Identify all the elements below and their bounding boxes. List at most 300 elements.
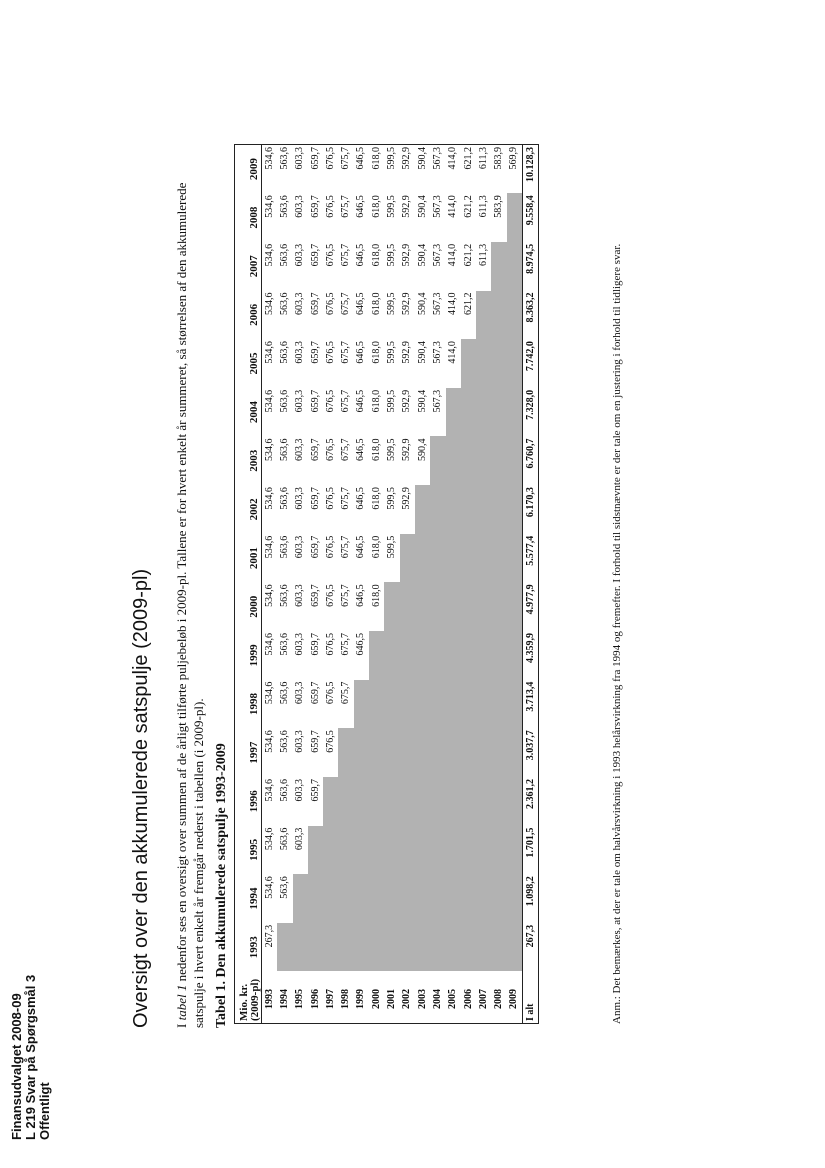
table-cell: 676,5 — [324, 633, 336, 656]
shaded-empty-cell — [415, 777, 430, 826]
table-cell: 646,5 — [355, 292, 367, 316]
table-cell: 590,4 — [416, 438, 428, 461]
total-cell: 6.760,7 — [523, 436, 539, 485]
table-cell: 534,6 — [263, 147, 275, 170]
header-committee: Finansudvalget 2008-09 — [9, 993, 24, 1140]
total-cell: 7.328,0 — [523, 388, 539, 437]
shaded-empty-cell — [430, 436, 445, 485]
shaded-empty-cell — [461, 728, 476, 777]
shaded-empty-cell — [323, 826, 338, 875]
table-cell: 563,6 — [278, 827, 290, 851]
shaded-empty-cell — [507, 534, 523, 583]
table-cell: 590,4 — [416, 341, 428, 364]
shaded-empty-cell — [446, 923, 461, 972]
intro-paragraph — [173, 148, 207, 1028]
table-row — [293, 145, 308, 1024]
table-cell: 534,6 — [263, 292, 275, 316]
table-cell: 659,7 — [309, 389, 321, 413]
row-label-year: 2002 — [401, 989, 413, 1009]
table-cell: 659,7 — [309, 195, 321, 218]
table-cell: 599,5 — [386, 535, 398, 559]
document-header — [10, 975, 52, 1140]
table-cell: 563,6 — [278, 389, 290, 413]
shaded-empty-cell — [354, 728, 369, 777]
table-cell: 659,7 — [309, 292, 321, 316]
table-cell: 567,3 — [431, 243, 443, 267]
table-cell: 611,3 — [477, 195, 489, 218]
table-cell: 659,7 — [309, 341, 321, 364]
table-cell: 675,7 — [340, 147, 352, 170]
table-cell: 590,4 — [416, 147, 428, 170]
total-cell: 6.170,3 — [523, 485, 539, 534]
total-cell: 9.558,4 — [523, 193, 539, 242]
shaded-empty-cell — [384, 826, 399, 875]
table-cell: 563,6 — [278, 292, 290, 316]
page-title: Oversigt over den akkumulerede satspulje (2009-pl) — [130, 568, 152, 1028]
shaded-empty-cell — [400, 631, 415, 680]
table-cell: 583,9 — [493, 195, 505, 218]
table-corner-label: Mio. kr. (2009-pl) — [235, 972, 262, 1024]
shaded-empty-cell — [476, 436, 491, 485]
table-cell: 534,6 — [263, 633, 275, 656]
shaded-empty-cell — [400, 874, 415, 923]
shaded-empty-cell — [400, 534, 415, 583]
shaded-empty-cell — [369, 874, 384, 923]
table-cell: 603,3 — [294, 730, 306, 753]
shaded-empty-cell — [491, 242, 506, 291]
shaded-empty-cell — [491, 631, 506, 680]
shaded-empty-cell — [491, 777, 506, 826]
table-row — [323, 145, 338, 1024]
table-cell: 676,5 — [324, 438, 336, 461]
shaded-empty-cell — [400, 923, 415, 972]
shaded-empty-cell — [491, 388, 506, 437]
shaded-empty-cell — [491, 874, 506, 923]
table-cell: 618,0 — [370, 341, 382, 364]
table-cell: 599,5 — [386, 195, 398, 218]
table-cell: 414,0 — [447, 195, 459, 218]
shaded-empty-cell — [384, 680, 399, 729]
table-caption: Tabel 1. Den akkumulerede satspulje 1993-2009 — [214, 743, 229, 1028]
table-cell: 569,9 — [508, 147, 520, 170]
row-label-year: 1997 — [324, 989, 336, 1009]
table-row — [430, 145, 445, 1024]
table-cell: 676,5 — [324, 243, 336, 267]
table-cell: 603,3 — [294, 243, 306, 267]
shaded-empty-cell — [507, 631, 523, 680]
shaded-empty-cell — [369, 923, 384, 972]
table-cell: 414,0 — [447, 341, 459, 364]
shaded-empty-cell — [323, 777, 338, 826]
table-cell: 563,6 — [278, 487, 290, 510]
column-header-year: 2001 — [235, 534, 262, 583]
table-cell: 603,3 — [294, 389, 306, 413]
table-row — [277, 145, 292, 1024]
shaded-empty-cell — [476, 777, 491, 826]
table-cell: 414,0 — [447, 147, 459, 170]
shaded-empty-cell — [400, 680, 415, 729]
shaded-empty-cell — [354, 874, 369, 923]
row-label-year: 1995 — [294, 989, 306, 1009]
table-cell: 599,5 — [386, 147, 398, 170]
table-cell: 603,3 — [294, 633, 306, 656]
shaded-empty-cell — [415, 923, 430, 972]
table-cell: 621,2 — [462, 147, 474, 170]
row-label-year: 1999 — [355, 989, 367, 1009]
shaded-empty-cell — [384, 777, 399, 826]
shaded-empty-cell — [338, 826, 353, 875]
shaded-empty-cell — [461, 582, 476, 631]
shaded-empty-cell — [507, 777, 523, 826]
table-cell: 592,9 — [401, 389, 413, 413]
table-cell: 563,6 — [278, 633, 290, 656]
table-cell: 675,7 — [340, 584, 352, 607]
table-cell: 563,6 — [278, 730, 290, 753]
table-cell: 599,5 — [386, 487, 398, 510]
table-cell: 659,7 — [309, 633, 321, 656]
table-body — [262, 145, 539, 1024]
table-note: Anm.: Det bemærkes, at der er tale om halvårsvirkning i 1993 helårsvirkning fra 1994 og fremefter. I forhold til sidstnævnte er der tale om en justering i forhold til tidligere svar. — [611, 243, 623, 1024]
table-cell: 659,7 — [309, 243, 321, 267]
row-label-year: 1994 — [278, 989, 290, 1009]
table-cell: 659,7 — [309, 438, 321, 461]
shaded-empty-cell — [430, 728, 445, 777]
table-cell: 603,3 — [294, 147, 306, 170]
shaded-empty-cell — [507, 923, 523, 972]
shaded-empty-cell — [461, 923, 476, 972]
header-status: Offentligt — [37, 1082, 52, 1140]
row-label-year: 2008 — [493, 989, 505, 1009]
column-header-year: 1993 — [235, 923, 262, 972]
shaded-empty-cell — [446, 436, 461, 485]
shaded-empty-cell — [308, 874, 323, 923]
shaded-empty-cell — [476, 291, 491, 340]
shaded-empty-cell — [476, 728, 491, 777]
table-cell: 590,4 — [416, 389, 428, 413]
row-label-year: 2009 — [508, 989, 520, 1009]
shaded-empty-cell — [446, 826, 461, 875]
table-cell: 563,6 — [278, 438, 290, 461]
header-reference: L 219 Svar på Spørgsmål 3 — [23, 974, 38, 1140]
shaded-empty-cell — [400, 777, 415, 826]
table-cell: 676,5 — [324, 584, 336, 607]
shaded-empty-cell — [507, 874, 523, 923]
table-cell: 659,7 — [309, 681, 321, 705]
table-row — [262, 145, 278, 1024]
shaded-empty-cell — [354, 680, 369, 729]
table-cell: 676,5 — [324, 730, 336, 753]
shaded-empty-cell — [507, 680, 523, 729]
table-cell: 676,5 — [324, 147, 336, 170]
shaded-empty-cell — [323, 923, 338, 972]
shaded-empty-cell — [384, 923, 399, 972]
row-label-year: 1996 — [309, 989, 321, 1009]
total-cell: 3.713,4 — [523, 680, 539, 729]
row-label-year: 2001 — [386, 989, 398, 1009]
table-cell: 567,3 — [431, 341, 443, 364]
table-cell: 646,5 — [355, 584, 367, 607]
table-cell: 618,0 — [370, 438, 382, 461]
table-cell: 675,7 — [340, 535, 352, 559]
table-cell: 534,6 — [263, 389, 275, 413]
shaded-empty-cell — [461, 874, 476, 923]
table-cell: 603,3 — [294, 487, 306, 510]
column-header-year: 1998 — [235, 680, 262, 729]
shaded-empty-cell — [400, 728, 415, 777]
shaded-empty-cell — [293, 923, 308, 972]
shaded-empty-cell — [415, 680, 430, 729]
table-cell: 563,6 — [278, 778, 290, 802]
table-cell: 590,4 — [416, 195, 428, 218]
table-cell: 592,9 — [401, 147, 413, 170]
shaded-empty-cell — [430, 582, 445, 631]
shaded-empty-cell — [491, 534, 506, 583]
table-cell: 659,7 — [309, 147, 321, 170]
shaded-empty-cell — [384, 582, 399, 631]
shaded-empty-cell — [308, 923, 323, 972]
shaded-empty-cell — [430, 874, 445, 923]
table-cell: 563,6 — [278, 147, 290, 170]
shaded-empty-cell — [400, 826, 415, 875]
shaded-empty-cell — [476, 582, 491, 631]
intro-pre: I — [174, 1020, 189, 1028]
table-cell: 599,5 — [386, 341, 398, 364]
shaded-empty-cell — [369, 680, 384, 729]
shaded-empty-cell — [446, 874, 461, 923]
row-label-year: 1993 — [263, 989, 275, 1009]
shaded-empty-cell — [476, 923, 491, 972]
table-cell: 618,0 — [370, 292, 382, 316]
total-cell: 4.977,9 — [523, 582, 539, 631]
shaded-empty-cell — [476, 826, 491, 875]
column-header-year: 2005 — [235, 339, 262, 388]
shaded-empty-cell — [430, 534, 445, 583]
shaded-empty-cell — [430, 631, 445, 680]
shaded-empty-cell — [507, 193, 523, 242]
table-row — [461, 145, 476, 1024]
shaded-empty-cell — [476, 534, 491, 583]
shaded-empty-cell — [277, 923, 292, 972]
table-row — [415, 145, 430, 1024]
total-row-label: I alt — [523, 972, 539, 1024]
table-cell: 583,9 — [493, 147, 505, 170]
table-cell: 659,7 — [309, 535, 321, 559]
table-cell: 659,7 — [309, 778, 321, 802]
column-header-year: 1999 — [235, 631, 262, 680]
table-cell: 646,5 — [355, 487, 367, 510]
shaded-empty-cell — [415, 728, 430, 777]
table-cell: 603,3 — [294, 584, 306, 607]
shaded-empty-cell — [476, 339, 491, 388]
shaded-empty-cell — [461, 339, 476, 388]
shaded-empty-cell — [491, 582, 506, 631]
shaded-empty-cell — [430, 923, 445, 972]
table-cell: 534,6 — [263, 584, 275, 607]
shaded-empty-cell — [476, 874, 491, 923]
shaded-empty-cell — [430, 826, 445, 875]
shaded-empty-cell — [415, 485, 430, 534]
column-header-year: 2000 — [235, 582, 262, 631]
table-total-row — [523, 145, 539, 1024]
column-header-year: 1996 — [235, 777, 262, 826]
table-cell: 563,6 — [278, 535, 290, 559]
table-cell: 676,5 — [324, 292, 336, 316]
total-cell: 267,3 — [523, 923, 539, 972]
shaded-empty-cell — [461, 777, 476, 826]
table-row — [507, 145, 523, 1024]
table-cell: 646,5 — [355, 341, 367, 364]
total-cell: 1.701,5 — [523, 826, 539, 875]
shaded-empty-cell — [384, 728, 399, 777]
table-cell: 675,7 — [340, 243, 352, 267]
shaded-empty-cell — [491, 680, 506, 729]
table-row — [384, 145, 399, 1024]
table-cell: 563,6 — [278, 341, 290, 364]
table-cell: 675,7 — [340, 292, 352, 316]
shaded-empty-cell — [430, 680, 445, 729]
column-header-year: 1997 — [235, 728, 262, 777]
shaded-empty-cell — [415, 534, 430, 583]
shaded-empty-cell — [507, 388, 523, 437]
table-cell: 563,6 — [278, 876, 290, 899]
table-cell: 621,2 — [462, 292, 474, 316]
table-cell: 592,9 — [401, 341, 413, 364]
shaded-empty-cell — [415, 874, 430, 923]
table-cell: 618,0 — [370, 195, 382, 218]
shaded-empty-cell — [507, 485, 523, 534]
table-cell: 590,4 — [416, 292, 428, 316]
shaded-empty-cell — [461, 436, 476, 485]
column-header-year: 2003 — [235, 436, 262, 485]
shaded-empty-cell — [430, 485, 445, 534]
table-cell: 414,0 — [447, 292, 459, 316]
table-cell: 534,6 — [263, 341, 275, 364]
shaded-empty-cell — [446, 534, 461, 583]
shaded-empty-cell — [446, 631, 461, 680]
table-cell: 599,5 — [386, 243, 398, 267]
table-cell: 599,5 — [386, 292, 398, 316]
shaded-empty-cell — [461, 388, 476, 437]
intro-table-ref: tabel 1 — [174, 984, 189, 1021]
total-cell: 10.128,3 — [523, 145, 539, 194]
table-cell: 414,0 — [447, 243, 459, 267]
table-cell: 646,5 — [355, 147, 367, 170]
table-cell: 618,0 — [370, 147, 382, 170]
shaded-empty-cell — [461, 631, 476, 680]
table-cell: 534,6 — [263, 876, 275, 899]
shaded-empty-cell — [491, 485, 506, 534]
table-cell: 621,2 — [462, 195, 474, 218]
row-label-year: 2004 — [431, 989, 443, 1009]
shaded-empty-cell — [476, 631, 491, 680]
shaded-empty-cell — [338, 728, 353, 777]
table-cell: 592,9 — [401, 438, 413, 461]
table-row — [369, 145, 384, 1024]
table-cell: 567,3 — [431, 389, 443, 413]
table-cell: 618,0 — [370, 389, 382, 413]
shaded-empty-cell — [446, 777, 461, 826]
table-cell: 267,3 — [263, 924, 275, 948]
table-cell: 676,5 — [324, 389, 336, 413]
table-cell: 534,6 — [263, 778, 275, 802]
table-row — [354, 145, 369, 1024]
table-cell: 563,6 — [278, 584, 290, 607]
table-cell: 599,5 — [386, 389, 398, 413]
table-cell: 621,2 — [462, 243, 474, 267]
table-cell: 534,6 — [263, 681, 275, 705]
table-cell: 603,3 — [294, 778, 306, 802]
table-cell: 618,0 — [370, 487, 382, 510]
shaded-empty-cell — [369, 777, 384, 826]
table-cell: 563,6 — [278, 681, 290, 705]
shaded-empty-cell — [354, 777, 369, 826]
shaded-empty-cell — [507, 291, 523, 340]
shaded-empty-cell — [369, 728, 384, 777]
total-cell: 1.098,2 — [523, 874, 539, 923]
shaded-empty-cell — [491, 339, 506, 388]
shaded-empty-cell — [461, 534, 476, 583]
row-label-year: 2000 — [370, 989, 382, 1009]
shaded-empty-cell — [507, 582, 523, 631]
table-cell: 618,0 — [370, 243, 382, 267]
shaded-empty-cell — [430, 777, 445, 826]
shaded-empty-cell — [354, 826, 369, 875]
row-label-year: 2007 — [477, 989, 489, 1009]
table-cell: 646,5 — [355, 389, 367, 413]
table-cell: 676,5 — [324, 487, 336, 510]
shaded-empty-cell — [400, 582, 415, 631]
shaded-empty-cell — [507, 826, 523, 875]
table-row — [400, 145, 415, 1024]
table-cell: 534,6 — [263, 730, 275, 753]
table-cell: 676,5 — [324, 681, 336, 705]
shaded-empty-cell — [446, 388, 461, 437]
table-cell: 659,7 — [309, 730, 321, 753]
total-cell: 3.037,7 — [523, 728, 539, 777]
shaded-empty-cell — [461, 680, 476, 729]
table-cell: 603,3 — [294, 438, 306, 461]
shaded-empty-cell — [491, 291, 506, 340]
table-cell: 567,3 — [431, 292, 443, 316]
column-header-year: 1994 — [235, 874, 262, 923]
intro-post: nedenfor ses en oversigt over summen af de årligt tilførte puljebeløb i 2009-pl. Tallene er for hvert enkelt år summeret, så størrelsen af den akkumulerede satspulje i hvert enkelt år fremgår nederst i tabellen (i 2009-pl). — [174, 182, 206, 1028]
table-cell: 603,3 — [294, 341, 306, 364]
table-cell: 567,3 — [431, 195, 443, 218]
table-cell: 659,7 — [309, 584, 321, 607]
shaded-empty-cell — [491, 728, 506, 777]
shaded-empty-cell — [415, 826, 430, 875]
table-cell: 676,5 — [324, 535, 336, 559]
table-cell: 618,0 — [370, 584, 382, 607]
total-cell: 8.974,5 — [523, 242, 539, 291]
table-cell: 659,7 — [309, 487, 321, 510]
column-header-year: 2008 — [235, 193, 262, 242]
shaded-empty-cell — [415, 582, 430, 631]
table-cell: 646,5 — [355, 438, 367, 461]
column-header-year: 2004 — [235, 388, 262, 437]
column-header-year: 1995 — [235, 826, 262, 875]
row-label-year: 2005 — [447, 989, 459, 1009]
table-cell: 592,9 — [401, 243, 413, 267]
table-cell: 675,7 — [340, 487, 352, 510]
table-cell: 611,3 — [477, 147, 489, 170]
table-cell: 592,9 — [401, 195, 413, 218]
table-cell: 534,6 — [263, 827, 275, 851]
shaded-empty-cell — [308, 826, 323, 875]
column-header-year: 2007 — [235, 242, 262, 291]
row-label-year: 2006 — [462, 989, 474, 1009]
total-cell: 5.577,4 — [523, 534, 539, 583]
